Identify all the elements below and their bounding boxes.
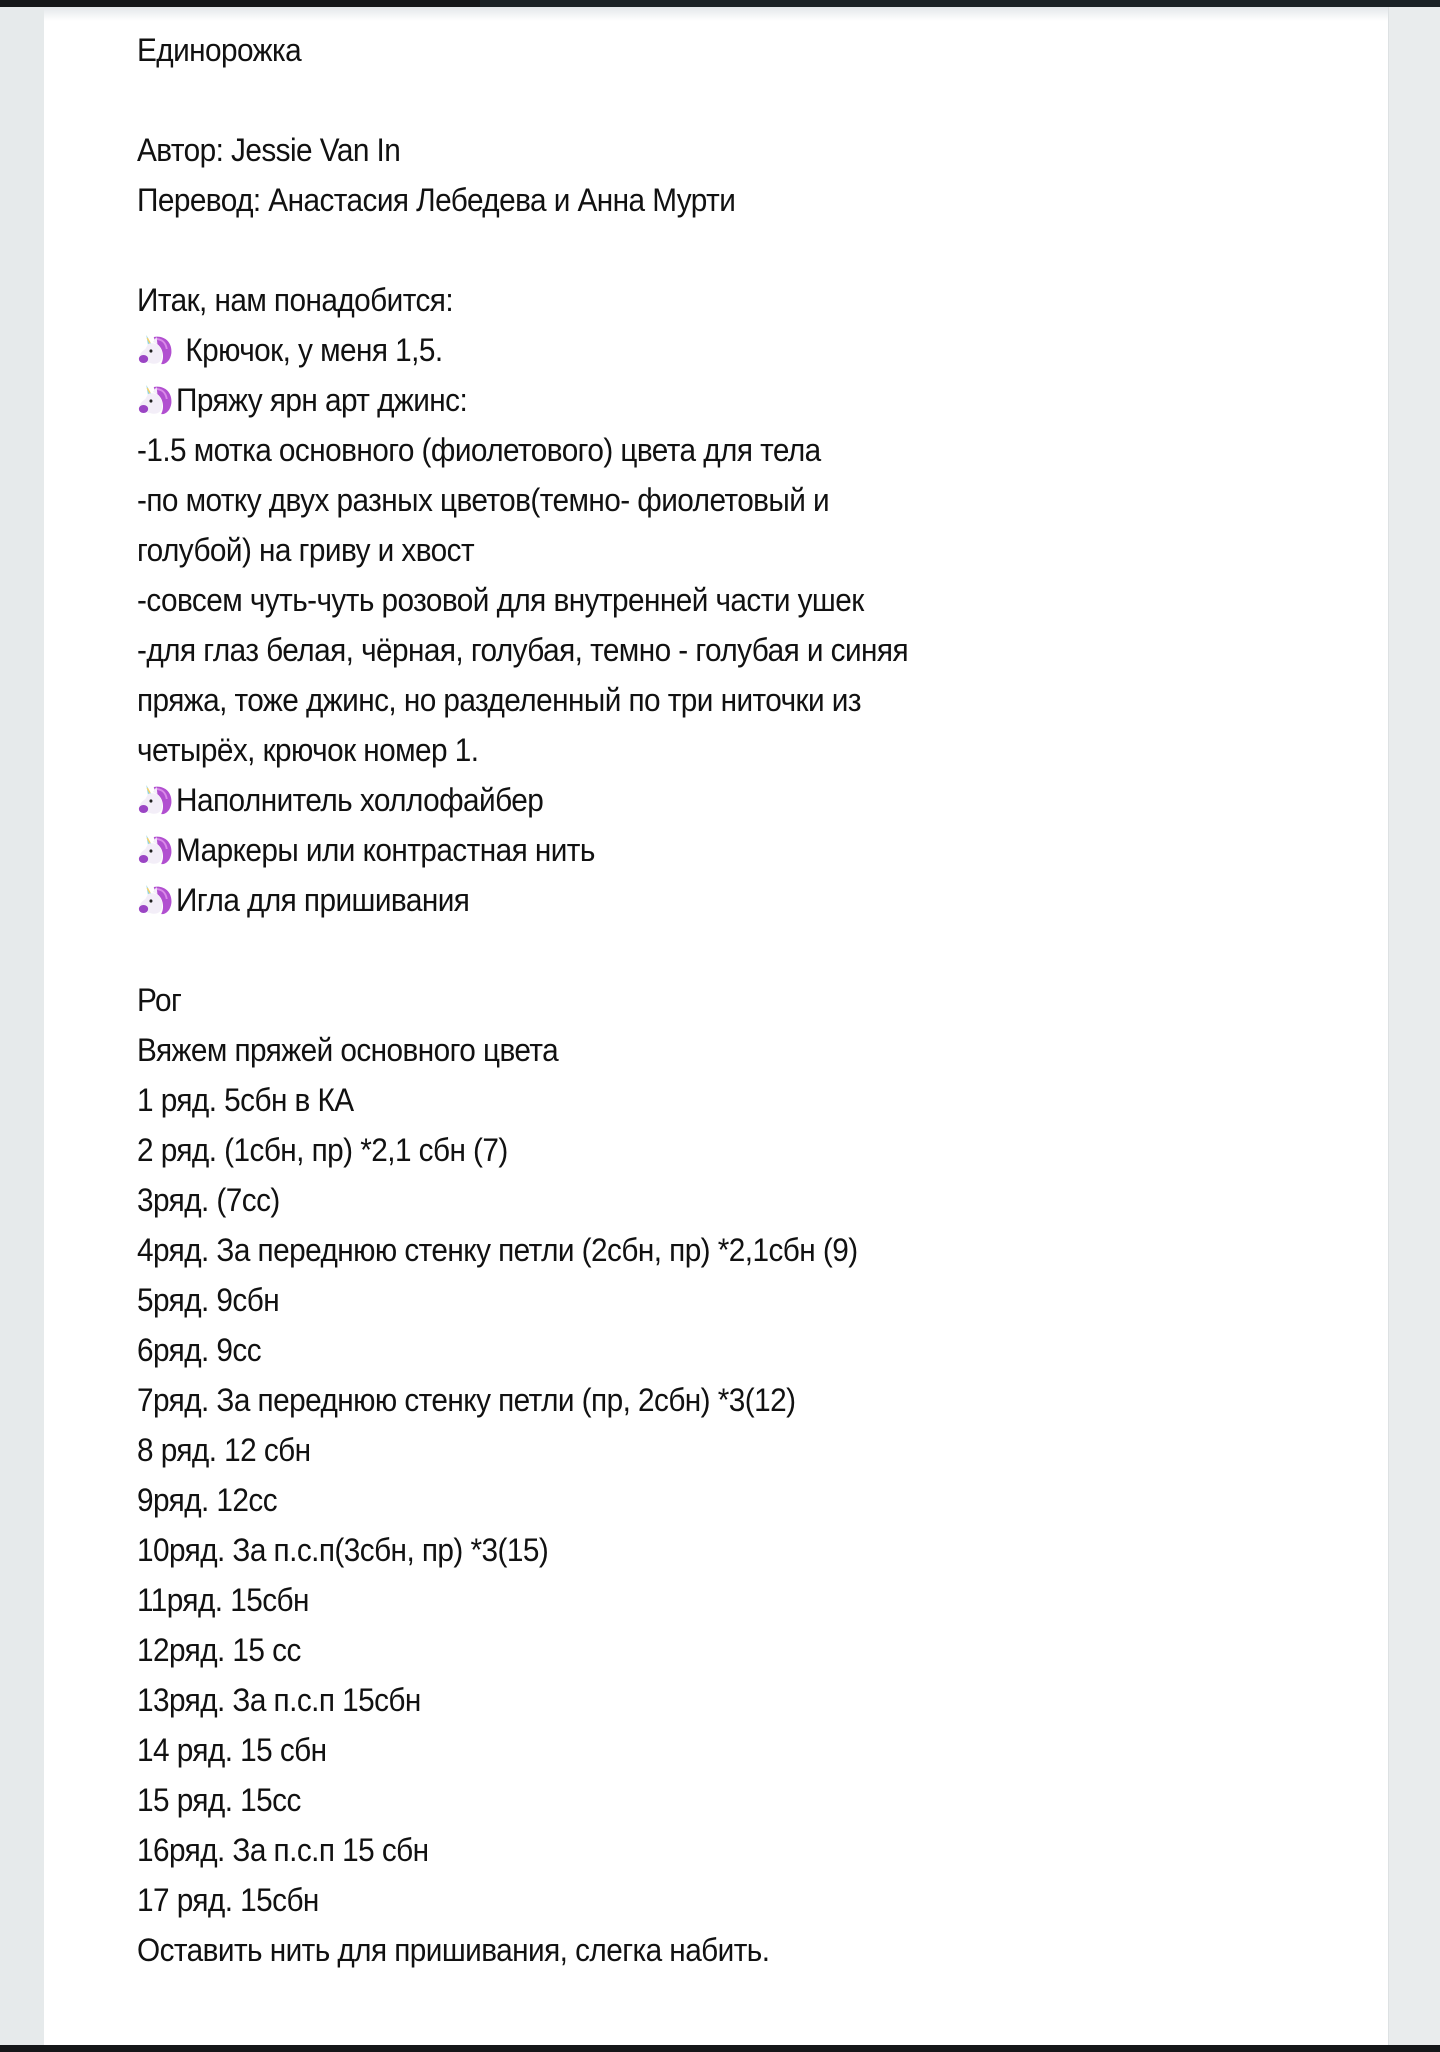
pattern-row: 6ряд. 9сс bbox=[137, 1332, 262, 1368]
pattern-row: 5ряд. 9сбн bbox=[137, 1282, 280, 1318]
left-margin bbox=[0, 7, 44, 2045]
pattern-row: 17 ряд. 15сбн bbox=[137, 1882, 319, 1918]
spacer bbox=[137, 75, 1377, 125]
unicorn-icon bbox=[137, 383, 174, 417]
material-item bbox=[137, 375, 1290, 425]
pattern-row: 9ряд. 12сс bbox=[137, 1482, 278, 1518]
material-item bbox=[137, 825, 1290, 875]
material-item bbox=[137, 775, 1290, 825]
pattern-row: 1 ряд. 5сбн в КА bbox=[137, 1082, 354, 1118]
yarn-detail: -1.5 мотка основного (фиолетового) цвета для тела bbox=[137, 432, 821, 468]
right-margin bbox=[1388, 7, 1440, 2045]
yarn-detail: пряжа, тоже джинс, но разделенный по три ниточки из bbox=[137, 682, 861, 718]
material-item bbox=[137, 325, 1290, 375]
pattern-row: 8 ряд. 12 сбн bbox=[137, 1432, 311, 1468]
document-content bbox=[137, 25, 1377, 1975]
top-status-bar bbox=[0, 0, 1440, 7]
pattern-row: 7ряд. За переднюю стенку петли (пр, 2сбн) *3(12) bbox=[137, 1382, 796, 1418]
pattern-row: 13ряд. За п.с.п 15сбн bbox=[137, 1682, 421, 1718]
material-item-text: Крючок, у меня 1,5. bbox=[185, 332, 443, 368]
yarn-detail: -совсем чуть-чуть розовой для внутренней части ушек bbox=[137, 582, 864, 618]
materials-heading: Итак, нам понадобится: bbox=[137, 282, 454, 318]
horn-heading: Рог bbox=[137, 982, 182, 1018]
spacer bbox=[137, 925, 1377, 975]
pattern-row: 11ряд. 15сбн bbox=[137, 1582, 309, 1618]
material-item bbox=[137, 875, 1290, 925]
material-item-text: Игла для пришивания bbox=[176, 882, 470, 918]
pattern-row: 14 ряд. 15 сбн bbox=[137, 1732, 327, 1768]
unicorn-icon bbox=[137, 783, 174, 817]
unicorn-icon bbox=[137, 333, 174, 367]
horn-closing: Оставить нить для пришивания, слегка набить. bbox=[137, 1932, 770, 1968]
pattern-row: 3ряд. (7сс) bbox=[137, 1182, 280, 1218]
document-page bbox=[44, 7, 1388, 2045]
author-line: Автор: Jessie Van In bbox=[137, 132, 401, 168]
unicorn-icon bbox=[137, 883, 174, 917]
yarn-detail: голубой) на гриву и хвост bbox=[137, 532, 475, 568]
bottom-navigation-bar bbox=[0, 2045, 1440, 2052]
horn-intro: Вяжем пряжей основного цвета bbox=[137, 1032, 559, 1068]
material-item-text: Маркеры или контрастная нить bbox=[176, 832, 595, 868]
pattern-row: 2 ряд. (1сбн, пр) *2,1 сбн (7) bbox=[137, 1132, 508, 1168]
yarn-detail: четырёх, крючок номер 1. bbox=[137, 732, 479, 768]
yarn-detail: -для глаз белая, чёрная, голубая, темно - голубая и синяя bbox=[137, 632, 909, 668]
material-item-text: Пряжу ярн арт джинс: bbox=[176, 382, 468, 418]
material-item-text: Наполнитель холлофайбер bbox=[176, 782, 544, 818]
pattern-row: 16ряд. За п.с.п 15 сбн bbox=[137, 1832, 429, 1868]
yarn-detail: -по мотку двух разных цветов(темно- фиолетовый и bbox=[137, 482, 830, 518]
unicorn-icon bbox=[137, 833, 174, 867]
pattern-row: 12ряд. 15 сс bbox=[137, 1632, 301, 1668]
pattern-row: 4ряд. За переднюю стенку петли (2сбн, пр) *2,1сбн (9) bbox=[137, 1232, 858, 1268]
translation-line: Перевод: Анастасия Лебедева и Анна Мурти bbox=[137, 182, 736, 218]
spacer bbox=[137, 225, 1377, 275]
document-title: Единорожка bbox=[137, 32, 302, 68]
pattern-row: 15 ряд. 15сс bbox=[137, 1782, 301, 1818]
top-status-bar-right bbox=[480, 0, 1440, 7]
pattern-row: 10ряд. За п.с.п(3сбн, пр) *3(15) bbox=[137, 1532, 549, 1568]
